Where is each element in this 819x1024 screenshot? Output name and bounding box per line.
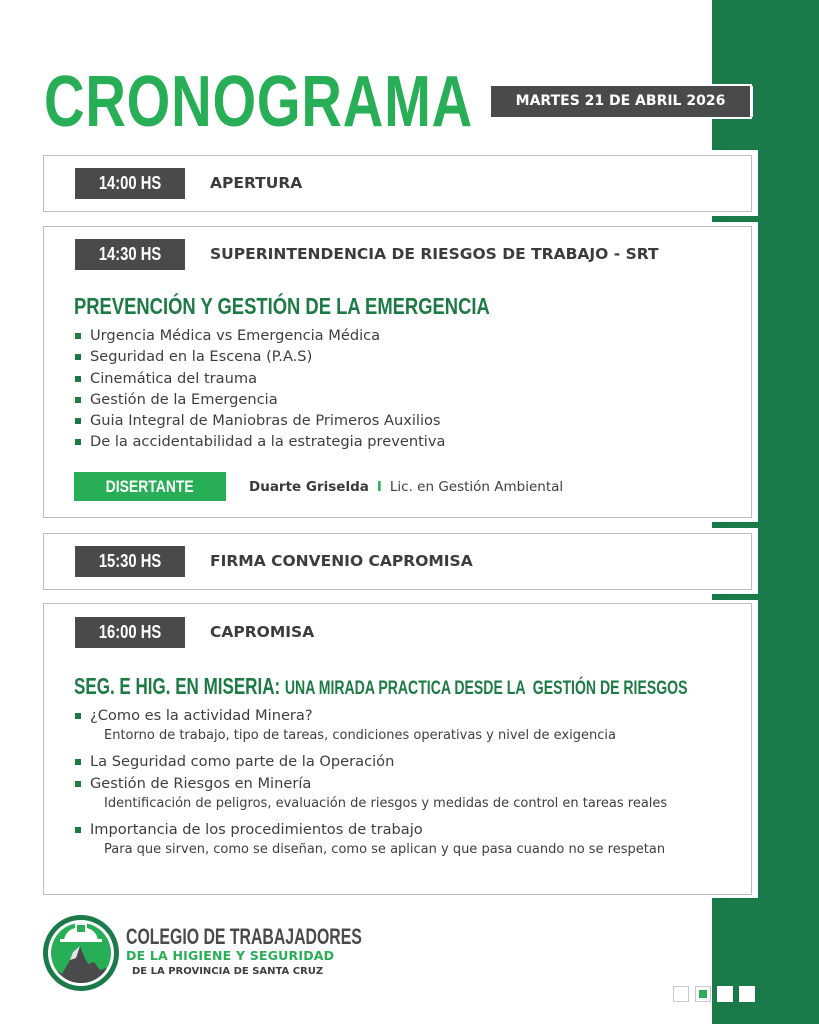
time-badge: 15:30 HS (75, 546, 185, 577)
time-badge: 16:00 HS (75, 617, 185, 648)
bullet-icon (75, 781, 81, 787)
speaker-label-badge: DISERTANTE (74, 472, 226, 501)
list-item: Gestión de Riesgos en Minería Identificación de peligros, evaluación de riesgos y medidas de control en tareas reales (74, 773, 667, 813)
list-item-description: Entorno de trabajo, tipo de tareas, condiciones operativas y nivel de exigencia (104, 728, 616, 744)
list-item: La Seguridad como parte de la Operación (74, 751, 667, 772)
page-dot-3[interactable] (717, 986, 733, 1002)
bullet-icon (75, 376, 81, 382)
session-title: APERTURA (210, 174, 303, 192)
list-item-description: Para que sirven, como se diseñan, como se aplican y que pasa cuando no se respetan (104, 842, 666, 858)
organization-name (126, 926, 454, 980)
date-badge: MARTES 21 DE ABRIL 2026 (491, 86, 750, 117)
speaker-title: Lic. en Gestión Ambiental (389, 479, 564, 495)
list-item: Cinemática del trauma (74, 368, 445, 389)
bullet-icon (75, 333, 81, 339)
bullet-icon (75, 713, 81, 719)
time-badge: 14:30 HS (75, 239, 185, 270)
list-item: ¿Como es la actividad Minera? Entorno de trabajo, tipo de tareas, condiciones operativas y nivel de exigencia (74, 705, 667, 745)
list-item-description: Identificación de peligros, evaluación de riesgos y medidas de control en tareas reales (104, 795, 668, 811)
org-line-2: DE LA HIGIENE Y SEGURIDAD (126, 948, 335, 963)
bullet-icon (75, 439, 81, 445)
topic-list (74, 705, 667, 859)
schedule-card-capromisa (43, 603, 752, 895)
bullet-icon (75, 397, 81, 403)
list-item: De la accidentabilidad a la estrategia preventiva (74, 431, 445, 452)
session-title: FIRMA CONVENIO CAPROMISA (210, 552, 473, 570)
pagination-indicator (673, 986, 755, 1002)
page-dot-1[interactable] (673, 986, 689, 1002)
green-tab (712, 216, 762, 222)
bullet-icon (75, 827, 81, 833)
page-title: CRONOGRAMA (44, 62, 473, 142)
list-item: Gestión de la Emergencia (74, 389, 445, 410)
schedule-card-apertura (43, 155, 752, 212)
session-title: SUPERINTENDENCIA DE RIESGOS DE TRABAJO - SRT (210, 245, 659, 263)
org-line-3: DE LA PROVINCIA DE SANTA CRUZ (132, 966, 324, 977)
page-dot-4[interactable] (739, 986, 755, 1002)
page-dot-2-active[interactable] (695, 986, 711, 1002)
list-item: Urgencia Médica vs Emergencia Médica (74, 325, 445, 346)
green-tab (712, 594, 762, 600)
speaker-info (249, 479, 563, 495)
topic-heading: PREVENCIÓN Y GESTIÓN DE LA EMERGENCIA (74, 293, 490, 319)
green-tab (712, 522, 762, 528)
green-band-bottom (712, 898, 819, 1024)
bullet-icon (75, 759, 81, 765)
speaker-separator: I (376, 479, 382, 495)
list-item: Guia Integral de Maniobras de Primeros Auxilios (74, 410, 445, 431)
topic-heading-main: SEG. E HIG. EN MISERIA: (74, 673, 281, 699)
topic-heading (74, 673, 687, 700)
topic-heading-sub: UNA MIRADA PRACTICA DESDE LA GESTIÓN DE RIESGOS (284, 678, 688, 699)
time-badge: 14:00 HS (75, 168, 185, 199)
organization-logo-icon (42, 914, 120, 992)
session-title: CAPROMISA (210, 623, 315, 641)
schedule-card-firma (43, 533, 752, 590)
org-line-1: COLEGIO DE TRABAJADORES (126, 924, 362, 949)
list-item: Importancia de los procedimientos de trabajo Para que sirven, como se diseñan, como se aplican y que pasa cuando no se respetan (74, 819, 667, 859)
schedule-card-srt (43, 226, 752, 518)
green-band (758, 0, 819, 1024)
list-item: Seguridad en la Escena (P.A.S) (74, 346, 445, 367)
bullet-icon (75, 354, 81, 360)
topic-list (74, 325, 445, 453)
speaker-name: Duarte Griselda (249, 479, 369, 495)
bullet-icon (75, 418, 81, 424)
